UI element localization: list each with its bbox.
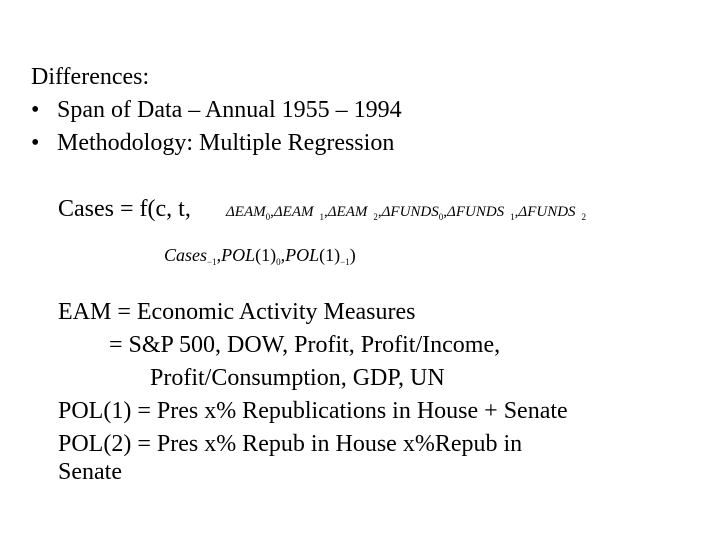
formula-subscript: −1 <box>340 257 350 267</box>
bullet-item-span <box>31 96 402 124</box>
formula-term: ΔEAM <box>327 204 368 220</box>
bullet-glyph: • <box>31 97 40 123</box>
definition-pol2: POL(2) = Pres x% Repub in House x%Repub in <box>58 431 523 457</box>
definition-eam-list-cont: Profit/Consumption, GDP, UN <box>150 365 445 391</box>
formula-subscript: 1 <box>319 212 324 222</box>
heading: Differences: <box>31 64 150 90</box>
formula-subscript: 0 <box>276 257 281 267</box>
definition-pol2-cont: Senate <box>58 459 122 485</box>
formula-subscript: −1 <box>207 257 217 267</box>
formula-line-2 <box>164 245 356 267</box>
formula-subscript: 0 <box>438 212 444 222</box>
definition-pol1: POL(1) = Pres x% Republications in House + Senate <box>58 398 568 424</box>
formula-subscript: 0 <box>265 212 271 222</box>
formula-term: Cases <box>164 245 208 265</box>
formula-line-1 <box>226 203 586 221</box>
bullet-glyph: • <box>31 130 40 156</box>
formula-term: ΔEAM <box>226 204 266 220</box>
formula-comma: , <box>280 245 286 265</box>
formula-term: ΔFUNDS <box>381 204 439 220</box>
cases-label: Cases = f(c, t, <box>58 196 191 222</box>
bullet-text: Methodology: Multiple Regression <box>57 130 395 156</box>
formula-comma: , <box>377 204 382 220</box>
formula-term: POL <box>221 245 256 265</box>
formula-term: ΔEAM <box>273 204 314 220</box>
formula-subscript: 2 <box>373 212 378 222</box>
formula-term: ΔFUNDS <box>518 204 576 220</box>
formula-close: ) <box>349 245 356 265</box>
formula-term: ΔFUNDS <box>447 204 505 220</box>
bullet-item-methodology <box>31 129 394 157</box>
formula-comma: , <box>443 204 448 220</box>
formula-comma: , <box>216 245 222 265</box>
definition-eam: EAM = Economic Activity Measures <box>58 299 416 325</box>
formula-comma: , <box>270 204 274 220</box>
formula-term: POL <box>285 245 320 265</box>
formula-comma: , <box>514 204 519 220</box>
definition-eam-list: = S&P 500, DOW, Profit, Profit/Income, <box>109 332 501 358</box>
formula-paren: (1) <box>319 245 341 265</box>
formula-subscript: 1 <box>510 212 515 222</box>
formula-paren: (1) <box>255 245 277 265</box>
formula-subscript: 2 <box>581 212 587 222</box>
formula-comma: , <box>324 204 328 220</box>
bullet-text: Span of Data – Annual 1955 – 1994 <box>57 97 402 123</box>
